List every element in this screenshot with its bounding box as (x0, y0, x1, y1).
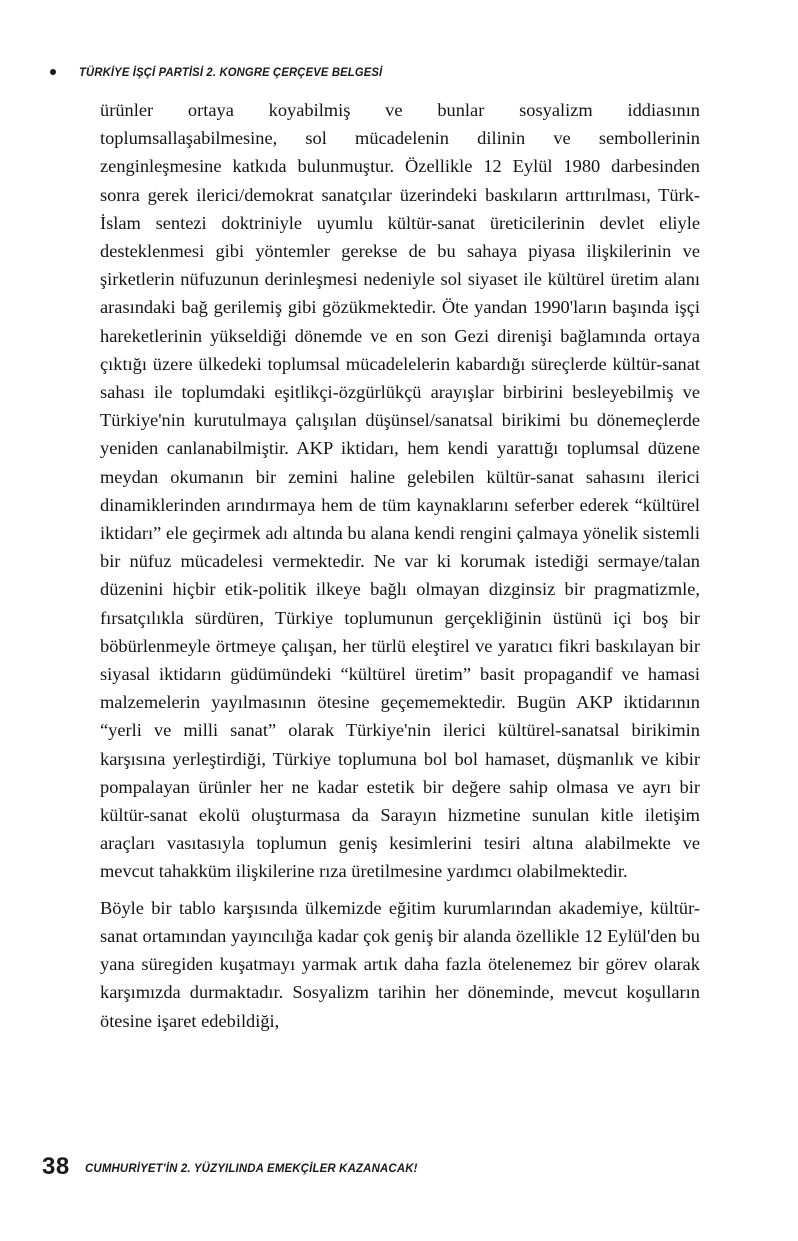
bullet-icon (50, 69, 56, 75)
running-header (50, 61, 738, 83)
running-header-title: TÜRKİYE İŞÇİ PARTİSİ 2. KONGRE ÇERÇEVE BELGESİ (79, 65, 383, 79)
page-number: 38 (42, 1153, 70, 1180)
paragraph-1: ürünler ortaya koyabilmiş ve bunlar sosyalizm iddiasının toplumsallaşabilmesine, sol mücadelenin dilinin ve sembollerinin zenginleşmesine katkıda bulunmuştur. Özellikle 12 Eylül 1980 darbesinden sonra gerek ilerici/demokrat sanatçılar üzerindeki baskıların arttırılması, Türk-İslam sentezi doktriniyle uyumlu kültür-sanat üreticilerinin devlet eliyle desteklenmesi gibi yöntemler gerekse de bu sahaya piyasa ilişkilerinin ve şirketlerin nüfuzunun derinleşmesi nedeniyle sol siyaset ile kültürel üretim alanı arasındaki bağ gerilemiş gibi gözükmektedir. Öte yandan 1990'ların başında işçi hareketlerinin yükseldiği dönemde ve en son Gezi direnişi bağlamında ortaya çıktığı üzere ülkedeki toplumsal mücadelelerin kabardığı süreçlerde kültür-sanat sahası ile toplumdaki eşitlikçi-özgürlükçü arayışlar birbirini besleyebilmiş ve Türkiye'nin kurutulmaya çalışılan düşünsel/sanatsal birikimi bu dönemeçlerde yeniden canlanabilmiştir. AKP iktidarı, hem kendi yarattığı toplumsal düzene meydan okumanın bir zemini haline gelebilen kültür-sanat sahasını ilerici dinamiklerinden arındırmaya hem de tüm kaynaklarını seferber ederek “kültürel iktidarı” ele geçirmek adı altında bu alana kendi rengini çalmaya yönelik sistemli bir nüfuz mücadelesi vermektedir. Ne var ki korumak istediği sermaye/talan düzenini hiçbir etik-politik ilkeye bağlı olmayan dizginsiz bir pragmatizmle, fırsatçılıkla sürdüren, Türkiye toplumunun gerçekliğinin üstünü içi boş bir böbürlenmeyle örtmeye çalışan, her türlü eleştirel ve yaratıcı fikri baskılayan bir siyasal iktidarın güdümündeki “kültürel üretim” basit propagandif ve hamasi malzemelerin yayılmasının ötesine geçememektedir. Bugün AKP iktidarının “yerli ve milli sanat” olarak Türkiye'nin ilerici kültürel-sanatsal birikimin karşısına yerleştirdiği, Türkiye toplumuna bol bol hamaset, düşmanlık ve kibir pompalayan ürünler her ne kadar estetik bir değere sahip olmasa ve ayrı bir kültür-sanat ekolü oluşturmasa da Sarayın hizmetine sunulan kitle iletişim araçları vasıtasıyla toplumun geniş kesimlerini tesiri altına alabilmekte ve mevcut tahakküm ilişkilerine rıza üretilmesine yardımcı olabilmektedir. (100, 100, 700, 882)
running-footer (42, 1152, 738, 1182)
running-footer-title: CUMHURİYET'İN 2. YÜZYILINDA EMEKÇİLER KAZANACAK! (84, 1161, 418, 1175)
body-text-block (100, 96, 700, 1035)
paragraph-2: Böyle bir tablo karşısında ülkemizde eğitim kurumlarından akademiye, kültür-sanat ortamından yayıncılığa kadar çok geniş bir alanda özellikle 12 Eylül'den bu yana süregiden kuşatmayı yarmak artık daha fazla ötelenemez bir görev olarak karşımızda durmaktadır. Sosyalizm tarihin her döneminde, mevcut koşulların ötesine işaret edebildiği, (100, 897, 700, 1031)
